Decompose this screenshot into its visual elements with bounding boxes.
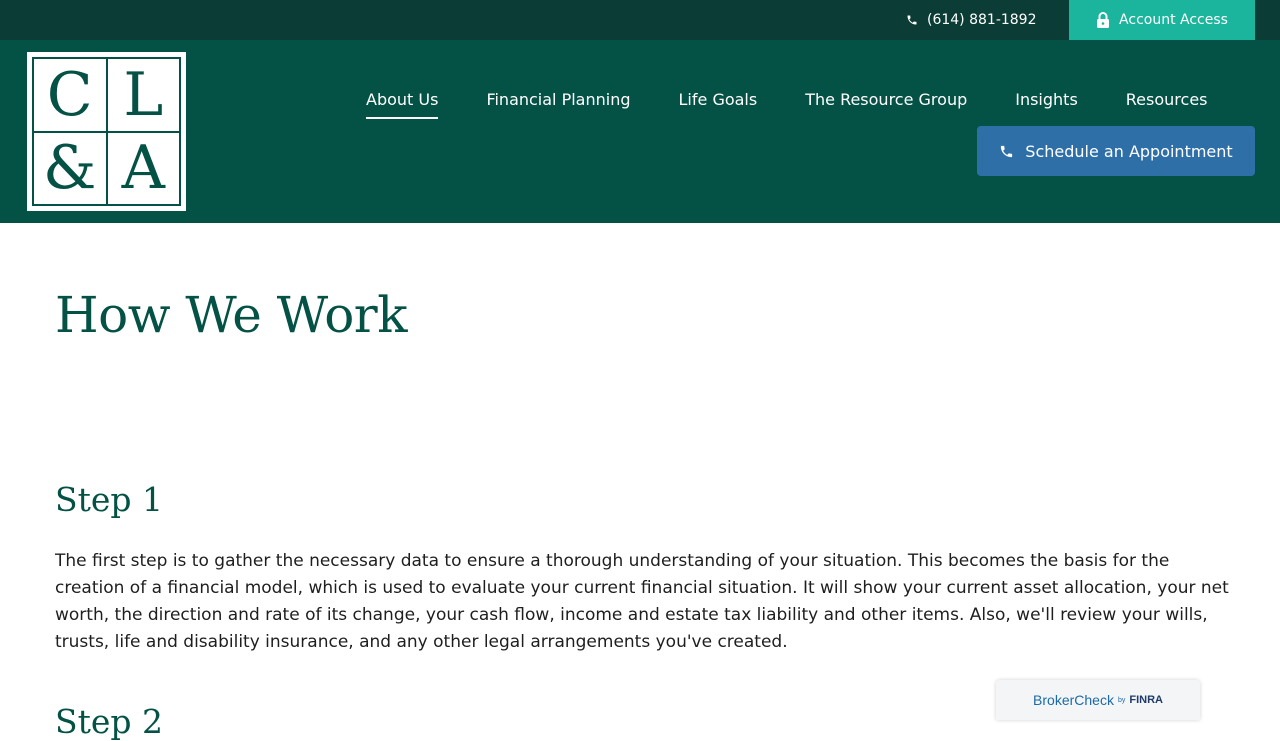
site-header	[0, 40, 1280, 223]
logo-letter: &	[34, 133, 106, 205]
brokercheck-label: BrokerCheck	[1033, 692, 1114, 708]
nav-item-resources[interactable]: Resources	[1125, 90, 1208, 109]
nav-item-financial-planning[interactable]: Financial Planning	[486, 90, 631, 109]
nav-item-insights[interactable]: Insights	[1015, 90, 1078, 109]
nav-item-life-goals[interactable]: Life Goals	[678, 90, 758, 109]
phone-icon	[906, 14, 918, 26]
phone-link[interactable]	[906, 0, 1037, 40]
nav-item-resource-group[interactable]: The Resource Group	[805, 90, 968, 109]
top-bar	[0, 0, 1280, 40]
phone-number: (614) 881-1892	[927, 12, 1037, 28]
step-1-text: The first step is to gather the necessary data to ensure a thorough understanding of your situation. This becomes the basis for the creation of a financial model, which is used to evaluate your current financial situation. It will show your current asset allocation, your net worth, the direction and rate of its change, your cash flow, income and estate tax liability and other items. Also, we'll review your wills, trusts, life and disability insurance, and any other legal arrangements you've created.	[55, 551, 1229, 652]
brokercheck-by: by	[1117, 696, 1126, 704]
logo-grid	[32, 57, 181, 206]
nav-item-about-us[interactable]: About Us	[366, 90, 438, 119]
logo-letter: A	[108, 133, 180, 205]
page-title: How We Work	[55, 286, 407, 344]
step-1-heading: Step 1	[55, 480, 164, 519]
site-logo[interactable]	[27, 52, 186, 211]
brokercheck-badge[interactable]	[996, 680, 1200, 720]
logo-letter: C	[34, 59, 106, 131]
step-2-heading: Step 2	[55, 702, 164, 741]
schedule-appointment-button[interactable]	[977, 126, 1255, 176]
logo-letter: L	[108, 59, 180, 131]
lock-icon	[1096, 12, 1110, 28]
finra-label: FINRA	[1129, 694, 1163, 706]
account-access-label: Account Access	[1119, 12, 1228, 28]
main-nav	[366, 90, 1208, 119]
schedule-appointment-label: Schedule an Appointment	[1025, 141, 1233, 161]
account-access-button[interactable]	[1069, 0, 1255, 40]
phone-icon	[999, 144, 1014, 159]
